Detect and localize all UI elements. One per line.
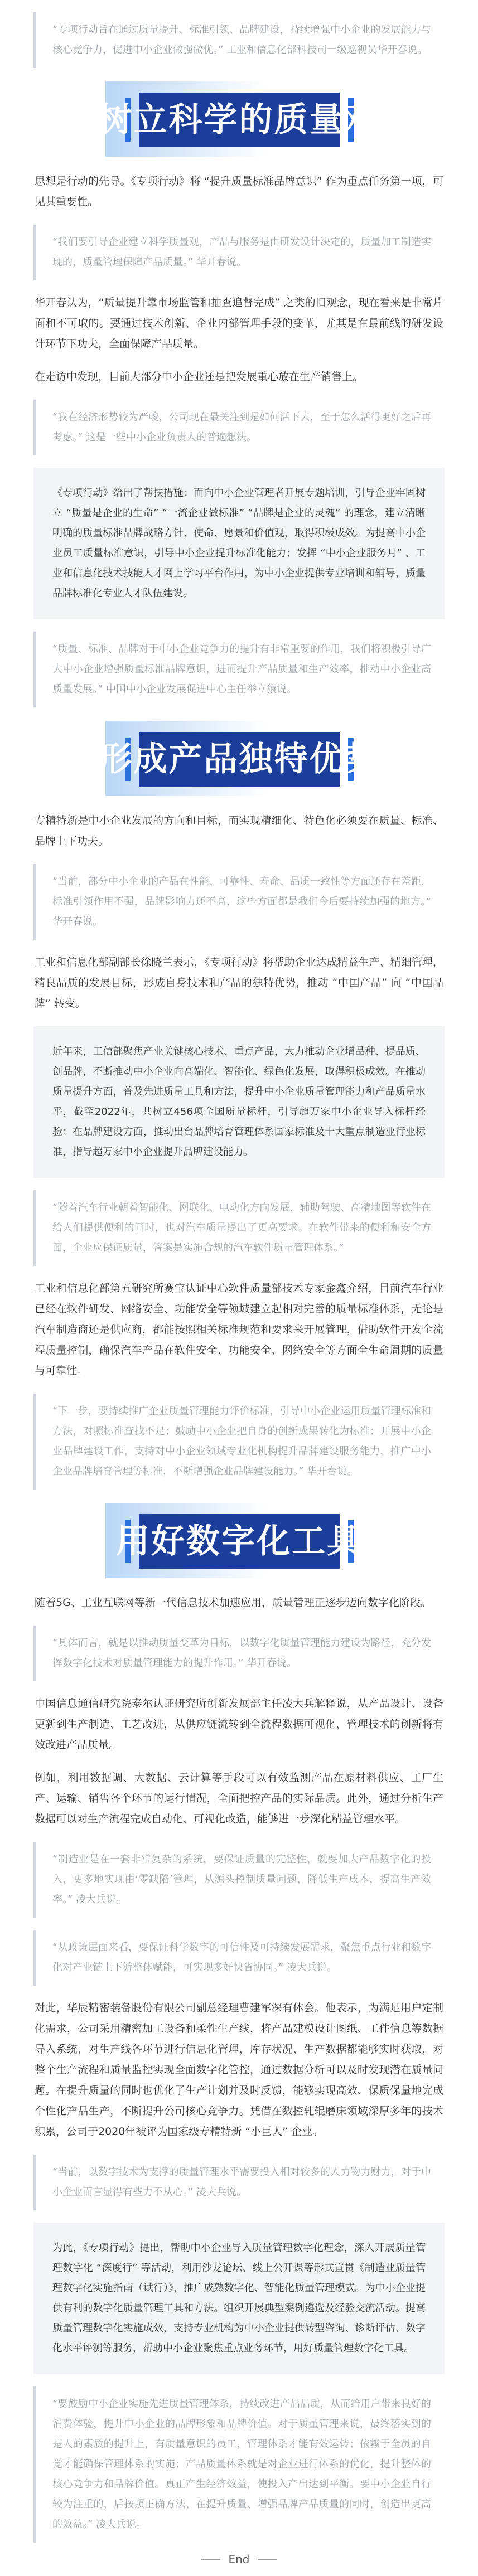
quote: “质量、标准、品牌对于中小企业竞争力的提升有非常重要的作用，我们将积极引导广大中小企业增强质量标准品牌意识，进而提升产品质量和生产效率，推动中小企业高质量发展。” 中国中小企业发展促进中心主任举立猿说。: [33, 632, 445, 707]
quote: “随着汽车行业朝着智能化、网联化、电动化方向发展，辅助驾驶、高精地图等软件在给人们提供便利的同时，也对汽车质量提出了更高要求。在软件带来的便利和安全方面，企业应保证质量，答案是实施合规的汽车软件质量管理体系。”: [33, 1190, 445, 1266]
paragraph: 例如，利用数据调、大数据、云计算等手段可以有效监测产品在原材料供应、工厂生产、运输、销售各个环节的运行情况，全面把控产品的实际品质。此外，通过分析生产数据可以对生产流程完成自动化、可视化改造，能够进一步深化精益管理水平。: [35, 1772, 443, 1825]
end-text: End: [228, 2553, 250, 2566]
highlight-box: 《专项行动》给出了帮扶措施：面向中小企业管理者开展专题培训，引导企业牢固树立 “质量是企业的生命” “一流企业做标准” “品牌是企业的灵魂” 的理念，建立清晰明确的质量标准品牌战略方针、使命、愿景和价值观，取得积极成效。为提高中小企业员工质量标准意识，引导中小企业提升标准化能力；发挥 “中小企业服务月” 、工业和信息化技术技能人才网上学习平台作用，为中小企业提供专业培训和辅导，质量品牌标准化专业人才队伍建设。: [33, 468, 445, 619]
paragraph: 华开春认为，“质量提升靠市场监管和抽查追督完成” 之类的旧观念，现在看来是非常片面和不可取的。要通过技术创新、企业内部管理手段的变革，尤其是在最前线的研发设计环节下功夫，全面保障产品质量。: [35, 297, 443, 350]
section-banner-1: [33, 68, 445, 171]
quote: “具体而言，就是以推动质量变革为目标，以数字化质量管理能力建设为路径，充分发挥数字化技术对质量管理能力的提升作用。” 华开春说。: [33, 1626, 445, 1681]
end-dash-right: [258, 2559, 277, 2560]
intro-quote: “专项行动旨在通过质量提升、标准引领、品牌建设，持续增强中小企业的发展能力与核心竞争力，促进中小企业做强做优。” 工业和信息化部科技司一级巡视员华开春说。: [33, 12, 445, 68]
quote: “当前，部分中小企业的产品在性能、可靠性、寿命、品质一致性等方面还存在差距，标准引领作用不强，品牌影响力还不高，这些方面都是我们今后要持续加强的地方。” 华开春说。: [33, 864, 445, 940]
quote: “要鼓励中小企业实施先进质量管理体系，持续改进产品品质，从而给用户带来良好的消费体验，提升中小企业的品牌形象和品牌价值。对于质量管理来说，最终落实到的是人的素质的提升上，有质量意识的员工，管理体系才能有效运转；依赖于全员的自觉才能确保管理体系的实施；产品质量体系就是对企业进行体系的优化，提升整体的核心竞争力和品牌价值。真正产生经济效益，使投入产出达到平衡。要中小企业自行较为注重的，后按照正确方法、在提升质量、增强品牌产品质量的同时，创造出更高的效益。” 凌大兵说。: [33, 2386, 445, 2543]
section-title-1: 树立科学的质量观: [98, 100, 380, 139]
paragraph: 随着5G、工业互联网等新一代信息技术加速应用，质量管理正逐步迈向数字化阶段。: [35, 1597, 431, 1609]
quote: “当前，以数字技术为支撑的质量管理水平需要投入相对较多的人力物力财力，对于中小企业而言显得有些力不从心。” 凌大兵说。: [33, 2155, 445, 2210]
paragraph: 专精特新是中小企业发展的方向和目标，而实现精细化、特色化必须要在质量、标准、品牌上下功夫。: [35, 814, 443, 847]
end-marker: [33, 2543, 445, 2576]
paragraph: 对此，华辰精密装备股份有限公司副总经理曹建军深有体会。他表示，为满足用户定制化需求，公司采用精密加工设备和柔性生产线，将产品建模设计图纸、工件信息等数据导入系统，对生产线各环节进行信息化管理，库存状况、生产数据都能够实时获取，对整个生产流程和质量监控实现全面数字化管控，通过数据分析可以及时发现潜在质量问题。在提升质量的同时也优化了生产计划并及时反馈，能够实现高效、保质保量地完成个性化产品生产，不断提升公司核心竞争力。凭借在数控轧辊磨床领域深厚多年的技术积累，公司于2020年被评为国家级专精特新 “小巨人” 企业。: [35, 2002, 443, 2138]
quote: “我们要引导企业建立科学质量观，产品与服务是由研发设计决定的，质量加工制造实现的，质量管理保障产品质量。” 华开春说。: [33, 225, 445, 280]
paragraph: 中国信息通信研究院泰尔认证研究所创新发展部主任凌大兵解释说，从产品设计、设备更新到生产制造、工艺改进，从供应链流转到全流程数据可视化，管理技术的创新将有效改进产品质量。: [35, 1697, 443, 1751]
section-title-2: 形成产品独特优势: [98, 740, 380, 779]
section-banner-3: [33, 1490, 445, 1593]
quote: “我在经济形势较为严峻，公司现在最关注到是如何活下去，至于怎么活得更好之后再考虑。” 这是一些中小企业负责人的普遍想法。: [33, 400, 445, 455]
end-dash-left: [201, 2559, 220, 2560]
highlight-box: 为此，《专项行动》提出，帮助中小企业导入质量管理数字化理念，深入开展质量管理数字化 “深度行” 等活动，利用沙龙论坛、线上公开课等形式宣贯《制造业质量管理数字化实施指南（试行）》，推广成熟数字化、智能化质量管理模式。为中小企业提供有利的数字化质量管理工具和方法。组织开展典型案例遴选及经验交流活动。提高质量管理数字化实施成效，支持专业机构为中小企业提供转型咨询、诊断评估、数字化水平评测等服务，帮助中小企业聚焦重点业务环节，用好质量管理数字化工具。: [33, 2223, 445, 2374]
quote: “制造业是在一套非常复杂的系统，要保证质量的完整性，就要加大产品数字化的投入，更多地实现由‘零缺陷’管理，从源头控制质量问题，降低生产成本，提高生产效率。” 凌大兵说。: [33, 1842, 445, 1918]
paragraph: 在走访中发现，目前大部分中小企业还是把发展重心放在生产销售上。: [35, 371, 364, 383]
section-title-3: 用好数字化工具: [116, 1522, 362, 1561]
section-banner-2: [33, 707, 445, 811]
quote: “从政策层面来看，要保证科学数字的可信性及可持续发展需求，聚焦重点行业和数字化对产业链上下游整体赋能，可实现多好快省协同。” 凌大兵说。: [33, 1930, 445, 1986]
paragraph: 工业和信息化部第五研究所赛宝认证中心软件质量部技术专家金鑫介绍，目前汽车行业已经在软件研发、网络安全、功能安全等领域建立起相对完善的质量标准体系，无论是汽车制造商还是供应商，都能按照相关标准规范和要求来开展管理，借助软件开发全流程质量控制，确保汽车产品在软件安全、功能安全、网络安全等方面全生命周期的质量与可靠性。: [35, 1282, 443, 1377]
paragraph: 思想是行动的先导。《专项行动》将 “提升质量标准品牌意识” 作为重点任务第一项，可见其重要性。: [35, 175, 443, 208]
quote: “下一步，要持续推广企业质量管理能力评价标准，引导中小企业运用质量管理标准和方法，对照标准查找不足；鼓励中小企业把自身的创新成果转化为标准；开展中小企业品牌建设工作，支持对中小企业领域专业化机构提升品牌建设服务能力，推广中小企业品牌培育管理等标准，不断增强企业品牌建设能力。” 华开春说。: [33, 1394, 445, 1490]
highlight-box: 近年来，工信部聚焦产业关键核心技术、重点产品，大力推动企业增品种、提品质、创品牌，不断推动中小企业向高端化、智能化、绿色化发展，取得积极成效。在推动质量提升方面，普及先进质量工具和方法，提升中小企业质量管理能力和产品质量水平，截至2022年，共树立456项全国质量标杆，引导超万家中小企业导入标杆经验；在品牌建设方面，推动出台品牌培育管理体系国家标准及十大重点制造业行业标准，指导超万家中小企业提升品牌建设能力。: [33, 1026, 445, 1178]
paragraph: 工业和信息化部副部长徐晓兰表示，《专项行动》将帮助企业达成精益生产、精细管理，精良品质的发展目标，形成自身技术和产品的独特优势，推动 “中国产品” 向 “中国品牌” 转变。: [35, 956, 443, 1010]
